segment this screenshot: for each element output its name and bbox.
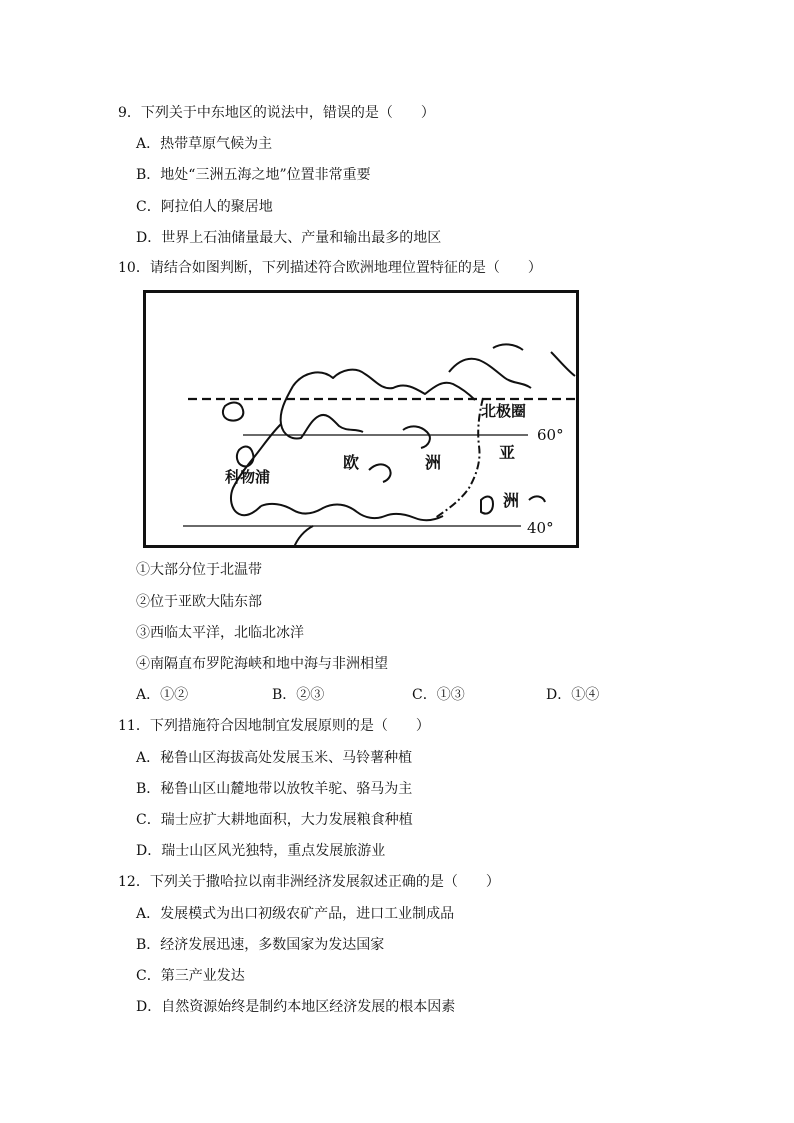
question-10-choice-c[interactable]: C．①③	[412, 687, 465, 703]
question-10-choice-a[interactable]: A．①②	[136, 687, 189, 703]
question-9-option-b[interactable]: B．地处“三洲五海之地”位置非常重要	[136, 167, 371, 183]
label-ya: 亚	[499, 443, 516, 462]
question-12-option-a[interactable]: A．发展模式为出口初级农矿产品，进口工业制成品	[136, 906, 455, 922]
question-12-option-b[interactable]: B．经济发展迅速，多数国家为发达国家	[136, 937, 385, 953]
label-zhou-europe: 洲	[425, 453, 442, 472]
question-10-stem: 10．请结合如图判断，下列描述符合欧洲地理位置特征的是（ ）	[118, 260, 542, 276]
label-60-degrees: 60°	[537, 426, 564, 444]
question-11-option-c[interactable]: C．瑞士应扩大耕地面积，大力发展粮食种植	[136, 812, 413, 828]
europe-location-map	[143, 290, 579, 548]
label-west: 科物浦	[225, 468, 271, 486]
question-9-option-c[interactable]: C．阿拉伯人的聚居地	[136, 199, 273, 215]
question-10-choice-b[interactable]: B．②③	[272, 687, 325, 703]
question-10-statement-4: ④南隔直布罗陀海峡和地中海与非洲相望	[136, 656, 388, 672]
question-10-statement-1: ①大部分位于北温带	[136, 562, 262, 578]
question-12-option-d[interactable]: D．自然资源始终是制约本地区经济发展的根本因素	[136, 999, 456, 1015]
label-arctic-circle: 北极圈	[481, 402, 527, 420]
question-9-stem: 9．下列关于中东地区的说法中，错误的是（ ）	[118, 105, 435, 121]
question-11-option-a[interactable]: A．秘鲁山区海拔高处发展玉米、马铃薯种植	[136, 750, 413, 766]
question-12-option-c[interactable]: C．第三产业发达	[136, 968, 245, 984]
label-zhou-asia: 洲	[503, 491, 520, 510]
question-9-option-d[interactable]: D．世界上石油储量最大、产量和输出最多的地区	[136, 230, 442, 246]
question-11-stem: 11．下列措施符合因地制宜发展原则的是（ ）	[118, 718, 430, 734]
question-12-stem: 12．下列关于撒哈拉以南非洲经济发展叙述正确的是（ ）	[118, 874, 500, 890]
question-11-option-d[interactable]: D．瑞士山区风光独特，重点发展旅游业	[136, 843, 386, 859]
question-11-option-b[interactable]: B．秘鲁山区山麓地带以放牧羊驼、骆马为主	[136, 781, 413, 797]
question-10-statement-2: ②位于亚欧大陆东部	[136, 594, 262, 610]
question-9-option-a[interactable]: A．热带草原气候为主	[136, 136, 273, 152]
question-10-choice-d[interactable]: D．①④	[546, 687, 600, 703]
label-ou: 欧	[343, 453, 360, 472]
question-10-statement-3: ③西临太平洋，北临北冰洋	[136, 625, 304, 641]
label-40-degrees: 40°	[527, 519, 554, 537]
